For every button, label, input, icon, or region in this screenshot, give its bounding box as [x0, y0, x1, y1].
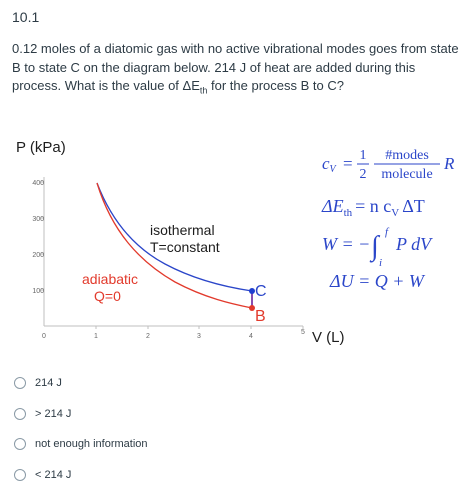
gas-constant-r: R	[444, 154, 455, 173]
x-tick-label: 5	[301, 329, 305, 336]
option-214-j[interactable]	[14, 373, 62, 393]
integral-lower-limit: i	[379, 257, 383, 269]
question-text	[12, 40, 464, 100]
radio-button[interactable]	[14, 377, 26, 389]
question-text-prefix: 0.12 moles of a diatomic gas with no active vibrational modes goes from state B to state C on the diagram below. 214 J of heat are added during this process. What is the value of	[12, 41, 459, 93]
y-tick-label: 400	[32, 180, 44, 187]
y-tick-label: 200	[32, 252, 44, 259]
delta-e-symbol: ΔE	[182, 78, 200, 93]
x-tick-label: 0	[42, 333, 46, 340]
formula-cv	[322, 148, 455, 182]
modes-denominator: molecule	[381, 167, 433, 182]
x-tick-label: 4	[249, 333, 253, 340]
state-b-label: B	[255, 308, 266, 325]
cv-equals: =	[343, 154, 353, 173]
radio-button[interactable]	[14, 408, 26, 420]
work-lhs: W = −	[322, 234, 371, 254]
question-number: 10.1	[12, 9, 40, 25]
option-greater-than-214-j[interactable]	[14, 404, 71, 424]
th-subscript: th	[199, 85, 208, 96]
eth-equation: $\Delta E_{th} = n$ $c_V$ ΔT	[322, 196, 425, 219]
adiabatic-label: adiabatic	[82, 271, 139, 287]
x-tick-label: 3	[197, 333, 201, 340]
x-tick-labels	[42, 329, 305, 340]
question-text-suffix: for the process B to C?	[207, 78, 344, 93]
y-tick-label: 300	[32, 216, 44, 223]
formula-eth	[321, 196, 425, 219]
y-axis-label: P (kPa)	[16, 139, 66, 156]
y-tick-labels	[32, 180, 44, 295]
radio-button[interactable]	[14, 438, 26, 450]
option-label: not enough information	[35, 438, 148, 450]
cv-fraction-numerator: 1	[359, 148, 367, 163]
option-label: 214 J	[35, 377, 62, 389]
x-tick-label: 1	[94, 333, 98, 340]
x-tick-label: 2	[146, 333, 150, 340]
formula-work	[322, 226, 433, 269]
modes-numerator: #modes	[385, 148, 429, 163]
option-label: > 214 J	[35, 408, 72, 420]
cv-fraction-denominator: 2	[359, 167, 367, 182]
y-tick-label: 100	[32, 288, 44, 295]
first-law-equation: ΔU = Q + W	[330, 271, 424, 291]
pv-diagram-figure	[0, 130, 474, 352]
option-label: < 214 J	[35, 469, 72, 481]
radio-button[interactable]	[14, 469, 26, 481]
isothermal-label: isothermal	[150, 222, 215, 238]
integral-upper-limit: f	[385, 226, 389, 238]
state-c-label: C	[255, 283, 267, 300]
isothermal-sublabel: T=constant	[150, 239, 220, 255]
cv-symbol: cV	[322, 154, 336, 175]
integrand: P dV	[396, 234, 432, 254]
x-axis-label: V (L)	[312, 329, 345, 346]
adiabatic-sublabel: Q=0	[94, 288, 121, 304]
option-not-enough-information[interactable]	[14, 434, 148, 454]
option-less-than-214-j[interactable]	[14, 465, 71, 485]
integral-sign: ∫	[371, 231, 379, 262]
